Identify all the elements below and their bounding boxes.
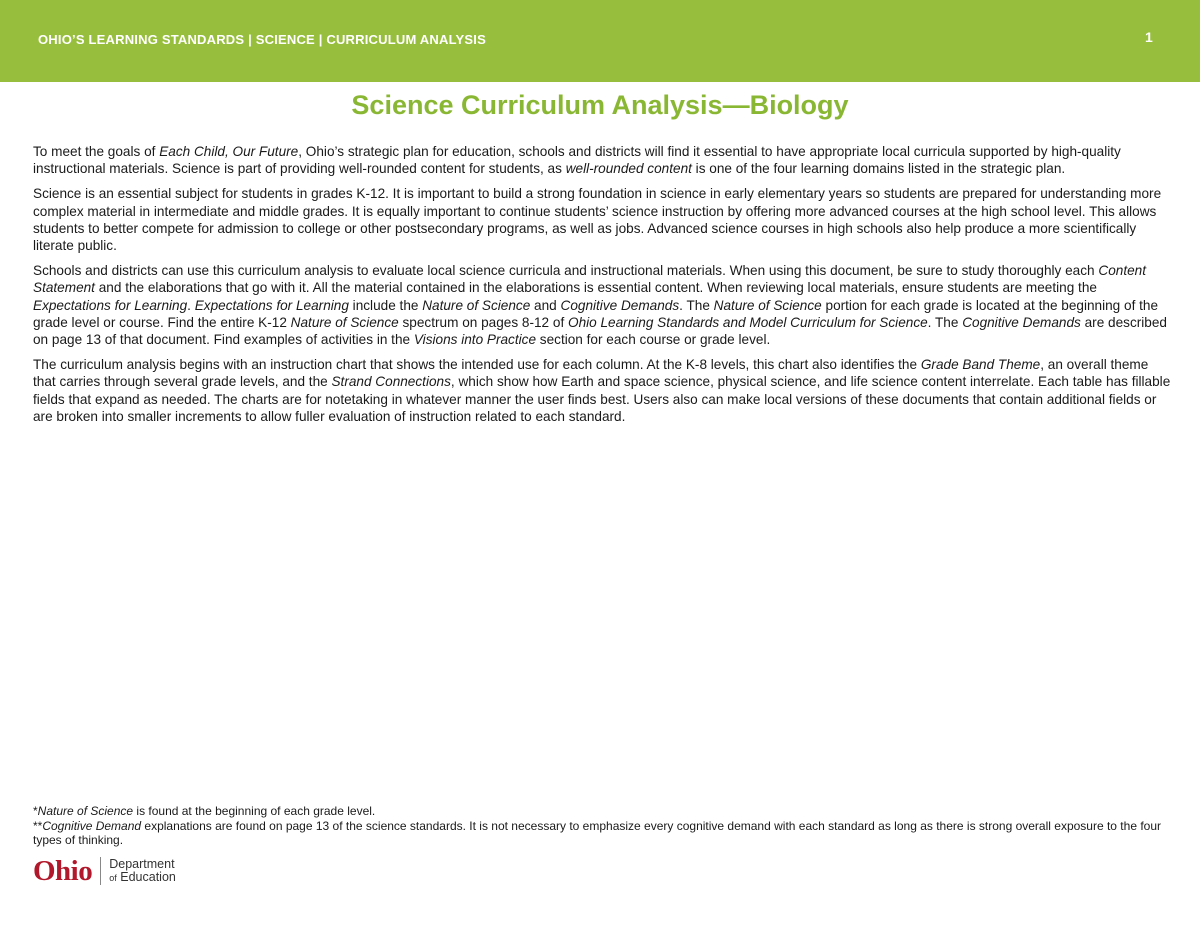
p3-text-e: .: [187, 297, 195, 313]
f1-text: is found at the beginning of each grade level.: [133, 804, 376, 818]
p1-text-e: is one of the four learning domains listed in the strategic plan.: [691, 161, 1066, 177]
p1-text-b: Each Child, Our Future: [159, 144, 299, 159]
logo-ohio-wordmark: Ohio: [33, 854, 93, 887]
p3-text-r: Cognitive Demands: [962, 314, 1081, 330]
logo-dept-of: of: [109, 872, 117, 883]
paragraph-3: [33, 262, 1173, 348]
p3-text-u: section for each course or grade level.: [536, 332, 771, 348]
p3-text-k: . The: [679, 297, 714, 313]
p3-text-a: Schools and districts can use this curriculum analysis to evaluate local science curricula and instructional materials. When using this document, be sure to study thoroughly each: [33, 263, 1099, 279]
f2-term: Cognitive Demand: [42, 818, 142, 833]
p1-text-c: , Ohio’s strategic plan for education, schools and districts will find it essential to have appropriate local curricula supported by high-quality instructional materials. Science is part of providing well-rounded content for students, as: [33, 144, 1121, 177]
p3-text-j: Cognitive Demands: [560, 297, 680, 313]
p3-text-d: Expectations for Learning: [33, 297, 188, 313]
header-title: OHIO’S LEARNING STANDARDS | SCIENCE | CURRICULUM ANALYSIS: [38, 32, 486, 47]
paragraph-1: [33, 143, 1173, 177]
p3-text-t: Visions into Practice: [413, 332, 537, 348]
p3-text-h: Nature of Science: [422, 297, 531, 313]
p3-text-f: Expectations for Learning: [194, 297, 349, 313]
f1-marker: *: [33, 804, 38, 818]
p3-text-o: spectrum on pages 8-12 of: [398, 314, 568, 330]
p3-text-c: and the elaborations that go with it. All the material contained in the elaborations is essential content. When reviewing local materials, ensure students are meeting the: [94, 280, 1097, 296]
p3-text-b: Content Statement: [33, 263, 1147, 296]
p4-text-e: , which show how Earth and space science, physical science, and life science content interrelate. Each table has fillable fields that expand as needed. The charts are for notetaking in whatever manner the user finds best. Users also can make local versions of these documents that contain additional fields or are broken into smaller increments to allow fuller evaluation of instruction related to each standard.: [33, 374, 1171, 424]
paragraph-4: [33, 356, 1173, 425]
p1-text-a: To meet the goals of: [33, 144, 160, 159]
p3-text-n: Nature of Science: [290, 314, 399, 330]
logo-divider: [100, 857, 101, 885]
f1-term: Nature of Science: [37, 804, 134, 818]
p3-text-s: are described on page 13 of that document. Find examples of activities in the: [33, 314, 1167, 348]
f2-text: explanations are found on page 13 of the science standards. It is not necessary to emphasize every cognitive demand with each standard as long as there is strong overall exposure to the four types of thinking.: [33, 818, 1162, 847]
logo-department-text: [109, 858, 176, 885]
footnotes: [33, 804, 1173, 848]
footnote-1: [33, 804, 1173, 819]
body-text: [33, 143, 1173, 433]
document-title: Science Curriculum Analysis—Biology: [351, 90, 849, 120]
logo-dept-line2: Education: [120, 869, 176, 884]
p3-text-g: include the: [348, 297, 423, 313]
footnote-2: [33, 819, 1173, 848]
p1-text-d: well-rounded content: [565, 161, 692, 177]
header-bar: [0, 0, 1200, 82]
ohio-education-logo: [33, 854, 176, 888]
p3-text-i: and: [530, 297, 561, 313]
p4-text-d: Strand Connections: [331, 374, 451, 390]
p4-text-c: , an overall theme that carries through several grade levels, and the: [33, 357, 1149, 390]
logo-dept-line1: Department: [109, 856, 175, 871]
p4-text-b: Grade Band Theme: [920, 357, 1041, 373]
p3-text-l: Nature of Science: [713, 297, 822, 313]
p3-text-p: Ohio Learning Standards and Model Curriculum for Science: [568, 314, 928, 330]
paragraph-2: Science is an essential subject for students in grades K-12. It is important to build a strong foundation in science in early elementary years so students are prepared for understanding more complex material in intermediate and middle grades. It is equally important to continue students’ science instruction by offering more advanced courses at the high school level. This allows students to better compete for admission to college or other postsecondary programs, as well as jobs. Advanced science courses in high schools also help produce a more scientifically literate public.: [33, 186, 1162, 254]
p3-text-q: . The: [927, 314, 963, 330]
f2-marker: **: [33, 818, 43, 833]
p4-text-a: The curriculum analysis begins with an instruction chart that shows the intended use for each column. At the K-8 levels, this chart also identifies the: [33, 357, 921, 373]
p3-text-m: portion for each grade is located at the beginning of the grade level or course. Find the entire K-12: [33, 297, 1159, 330]
page-number: 1: [1145, 29, 1153, 45]
